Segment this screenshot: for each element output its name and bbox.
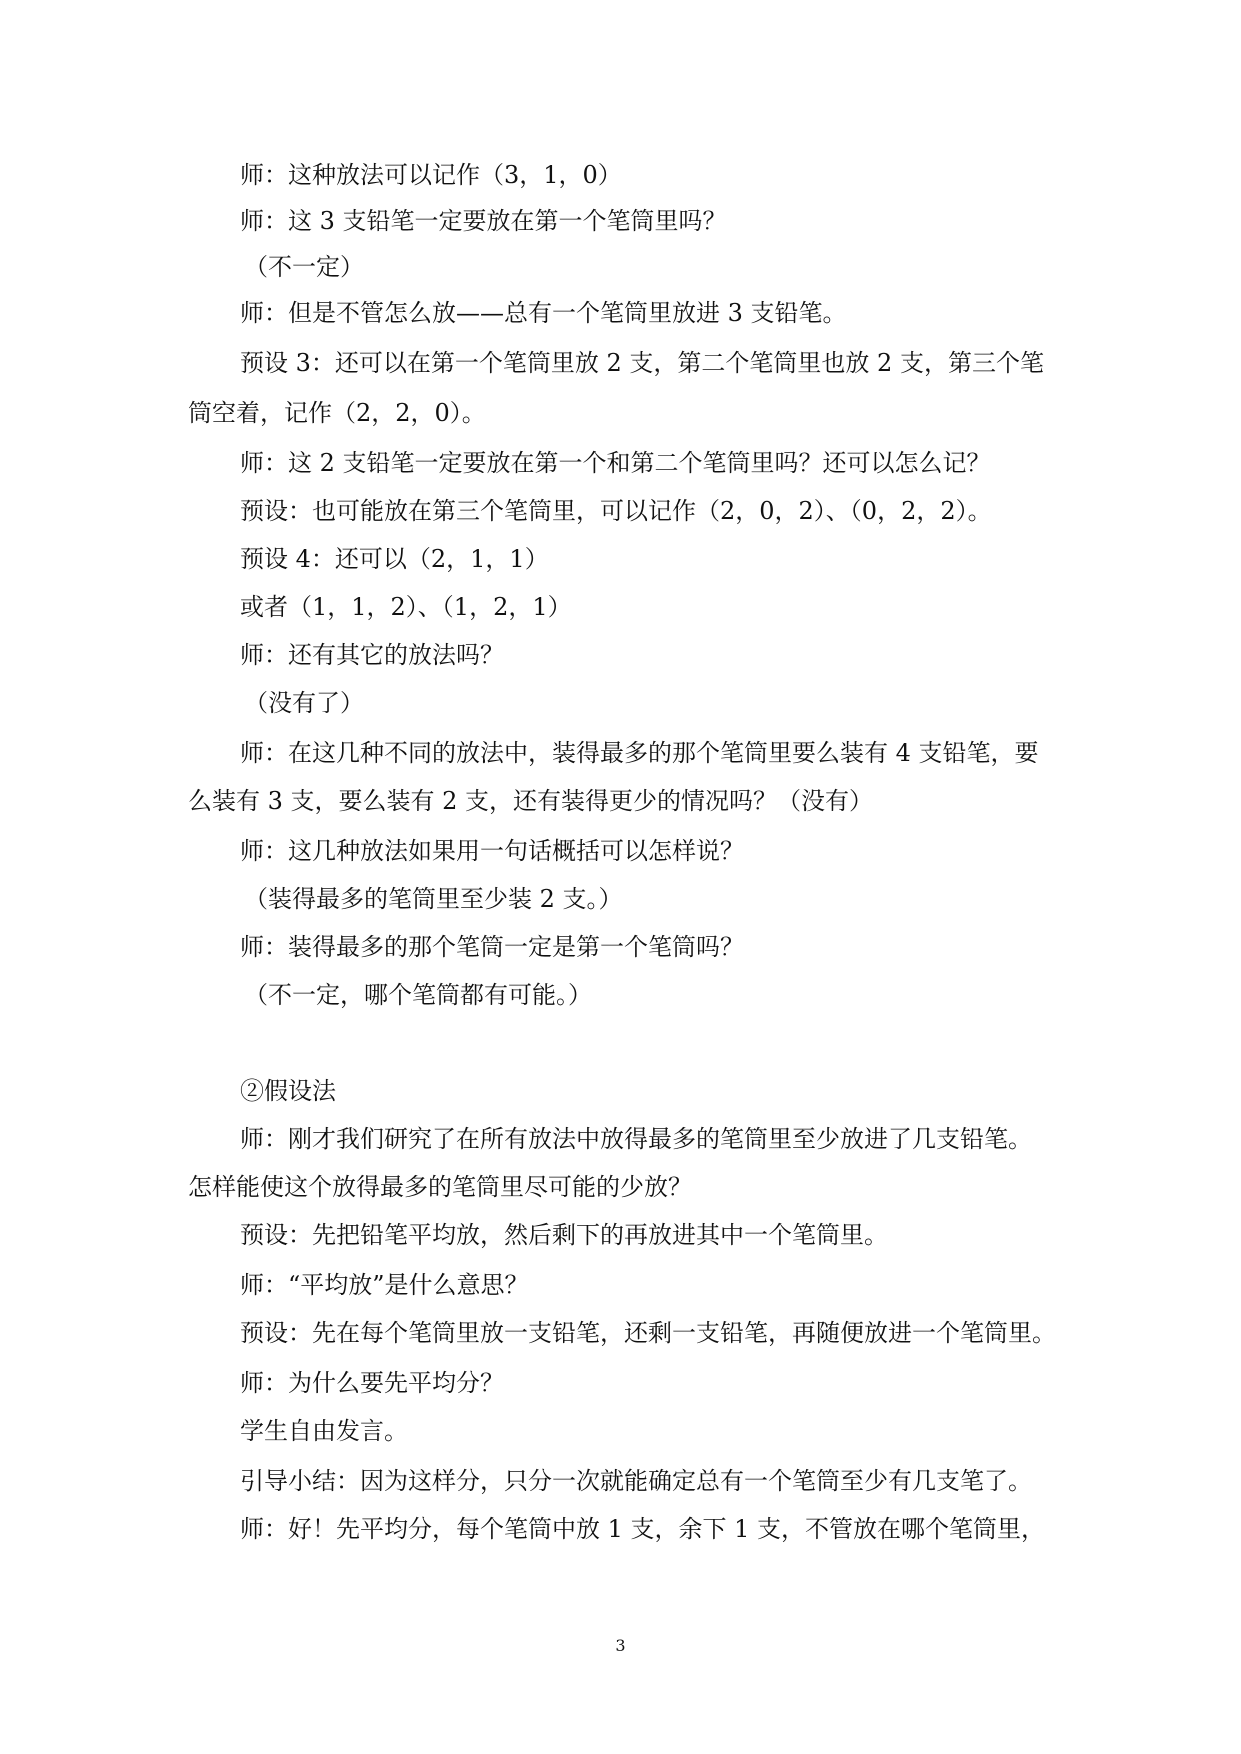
text-line: 师：在这几种不同的放法中，装得最多的那个笔筒里要么装有 4 支铅笔，要 [240,739,1039,767]
text-line: 师：这 3 支铅笔一定要放在第一个笔筒里吗？ [240,207,727,235]
text-line: （不一定，哪个笔筒都有可能。） [244,981,592,1009]
section-heading: ②假设法 [240,1077,336,1105]
text-line: 预设 3：还可以在第一个笔筒里放 2 支，第二个笔筒里也放 2 支，第三个笔 [240,349,1044,377]
text-line: 师：还有其它的放法吗？ [240,641,504,669]
text-line: （没有了） [244,689,364,717]
text-line: 师：这几种放法如果用一句话概括可以怎样说？ [240,837,744,865]
text-line: （装得最多的笔筒里至少装 2 支。） [244,885,623,913]
text-line: 师：刚才我们研究了在所有放法中放得最多的笔筒里至少放进了几支铅笔。 [240,1125,1032,1153]
text-line: 预设：也可能放在第三个笔筒里，可以记作（2，0，2）、（0，2，2）。 [240,497,992,525]
text-line: 预设：先在每个笔筒里放一支铅笔，还剩一支铅笔，再随便放进一个笔筒里。 [240,1319,1056,1347]
text-line: 师：但是不管怎么放——总有一个笔筒里放进 3 支铅笔。 [240,299,847,327]
text-line: 或者（1，1，2）、（1，2，1） [240,593,572,621]
text-line: 师：这种放法可以记作（3，1，0） [240,161,622,189]
text-line: 引导小结：因为这样分，只分一次就能确定总有一个笔筒至少有几支笔了。 [240,1467,1032,1495]
text-line: 师：装得最多的那个笔筒一定是第一个笔筒吗？ [240,933,744,961]
text-line: （不一定） [244,253,364,281]
text-line: 师：为什么要先平均分？ [240,1369,504,1397]
text-line: 预设 4：还可以（2，1，1） [240,545,549,573]
text-line: 么装有 3 支，要么装有 2 支，还有装得更少的情况吗？（没有） [188,787,874,815]
page-number: 3 [615,1636,626,1655]
text-line: 师：好！先平均分，每个笔筒中放 1 支，余下 1 支，不管放在哪个笔筒里， [240,1515,1046,1543]
text-line: 师：这 2 支铅笔一定要放在第一个和第二个笔筒里吗？还可以怎么记？ [240,449,991,477]
text-line: 师：“平均放”是什么意思？ [240,1271,529,1299]
text-line: 预设：先把铅笔平均放，然后剩下的再放进其中一个笔筒里。 [240,1221,888,1249]
text-line: 学生自由发言。 [240,1417,408,1445]
text-line: 怎样能使这个放得最多的笔筒里尽可能的少放？ [188,1173,692,1201]
text-line: 筒空着，记作（2，2，0）。 [188,399,486,427]
